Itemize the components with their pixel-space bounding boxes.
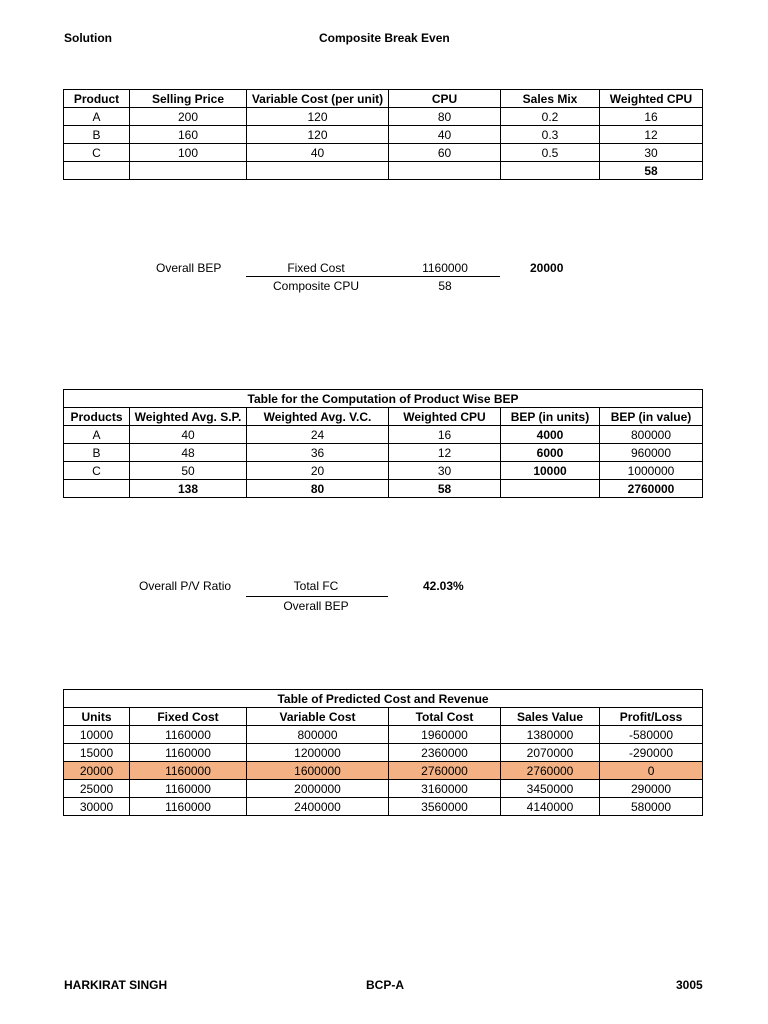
table-cell: 2070000 — [501, 744, 600, 762]
header-row — [64, 90, 703, 108]
table-cell: 2000000 — [247, 780, 389, 798]
table-row — [64, 126, 703, 144]
table-cell: 12 — [600, 126, 703, 144]
table-row — [64, 726, 703, 744]
table-row — [64, 426, 703, 444]
column-header: BEP (in units) — [501, 408, 600, 426]
column-header: Fixed Cost — [130, 708, 247, 726]
total-cell — [130, 162, 247, 180]
table-row — [64, 798, 703, 816]
table-cell: 290000 — [600, 780, 703, 798]
column-header: Profit/Loss — [600, 708, 703, 726]
table-cell: 20000 — [64, 762, 130, 780]
total-cell — [389, 162, 501, 180]
footer-name: HARKIRAT SINGH — [64, 978, 168, 992]
footer-roll: 3005 — [676, 978, 703, 992]
column-header: Sales Value — [501, 708, 600, 726]
table-cell: 1160000 — [130, 780, 247, 798]
table-row — [64, 144, 703, 162]
column-header: BEP (in value) — [600, 408, 703, 426]
header-row — [64, 708, 703, 726]
header-solution: Solution — [64, 31, 112, 45]
table-cell: 40 — [247, 144, 389, 162]
table-cell: 15000 — [64, 744, 130, 762]
table-cell: 0.3 — [501, 126, 600, 144]
column-header: Weighted Avg. V.C. — [247, 408, 389, 426]
total-row — [64, 162, 703, 180]
table-row — [64, 780, 703, 798]
table-cell: 100 — [130, 144, 247, 162]
column-header: Weighted CPU — [600, 90, 703, 108]
total-cell: 58 — [389, 480, 501, 498]
table-cell: 2360000 — [389, 744, 501, 762]
table-cell: 12 — [389, 444, 501, 462]
table-cell: 1200000 — [247, 744, 389, 762]
table-row — [64, 108, 703, 126]
table-cell: 1160000 — [130, 762, 247, 780]
overall-bep-label: Overall BEP — [156, 261, 222, 275]
table-cell: C — [64, 144, 130, 162]
table-cell: 50 — [130, 462, 247, 480]
header-title: Composite Break Even — [319, 31, 450, 45]
column-header: Selling Price — [130, 90, 247, 108]
table-cell: A — [64, 108, 130, 126]
table-cell: 30000 — [64, 798, 130, 816]
table-cell: 6000 — [501, 444, 600, 462]
table-cell: 0.5 — [501, 144, 600, 162]
table-cell: 25000 — [64, 780, 130, 798]
table-cell: 0.2 — [501, 108, 600, 126]
table-cell: 40 — [389, 126, 501, 144]
fixed-cost-label: Fixed Cost — [287, 261, 345, 275]
table-cell: 800000 — [600, 426, 703, 444]
column-header: Units — [64, 708, 130, 726]
table-cell: 30 — [600, 144, 703, 162]
total-cell: 58 — [600, 162, 703, 180]
table-cell: 20 — [247, 462, 389, 480]
table-cell: 4000 — [501, 426, 600, 444]
table-cell: 10000 — [501, 462, 600, 480]
table-cell: 1380000 — [501, 726, 600, 744]
table-cell: 16 — [600, 108, 703, 126]
total-cell: 138 — [130, 480, 247, 498]
title-row — [64, 390, 703, 408]
table-cell: 120 — [247, 126, 389, 144]
composite-cpu-value: 58 — [438, 279, 452, 293]
table-cell: 160 — [130, 126, 247, 144]
table-cell: 2760000 — [389, 762, 501, 780]
fixed-cost-value: 1160000 — [422, 261, 468, 275]
table-cell: 16 — [389, 426, 501, 444]
column-header: Variable Cost — [247, 708, 389, 726]
table-cell: 30 — [389, 462, 501, 480]
composite-cpu-table — [63, 89, 703, 180]
table-cell: 580000 — [600, 798, 703, 816]
overall-bep-result: 20000 — [530, 261, 564, 275]
table-cell: 2400000 — [247, 798, 389, 816]
composite-cpu-label: Composite CPU — [272, 279, 360, 293]
table-cell: 1160000 — [130, 798, 247, 816]
table-cell: C — [64, 462, 130, 480]
total-cell — [64, 162, 130, 180]
table-cell: 4140000 — [501, 798, 600, 816]
title-row — [64, 690, 703, 708]
table-cell: 1600000 — [247, 762, 389, 780]
table-cell: 36 — [247, 444, 389, 462]
table-cell: 3450000 — [501, 780, 600, 798]
product-wise-bep-table — [63, 389, 703, 498]
column-header: Sales Mix — [501, 90, 600, 108]
table-row — [64, 462, 703, 480]
column-header: Weighted Avg. S.P. — [130, 408, 247, 426]
table-row — [64, 444, 703, 462]
pv-ratio-result: 42.03% — [423, 579, 464, 593]
total-cell: 2760000 — [600, 480, 703, 498]
table-cell: 800000 — [247, 726, 389, 744]
total-row — [64, 480, 703, 498]
table-cell: 2760000 — [501, 762, 600, 780]
column-header: Variable Cost (per unit) — [247, 90, 389, 108]
break-even-row — [64, 762, 703, 780]
fraction-line — [246, 596, 388, 597]
total-cell: 80 — [247, 480, 389, 498]
table-cell: 60 — [389, 144, 501, 162]
table-cell: 80 — [389, 108, 501, 126]
table-cell: 200 — [130, 108, 247, 126]
table-cell: 10000 — [64, 726, 130, 744]
table-cell: B — [64, 444, 130, 462]
total-cell — [501, 480, 600, 498]
table-cell: 48 — [130, 444, 247, 462]
table-cell: 24 — [247, 426, 389, 444]
table-cell: 0 — [600, 762, 703, 780]
table-cell: -580000 — [600, 726, 703, 744]
total-cell — [247, 162, 389, 180]
total-fc-label: Total FC — [293, 579, 339, 593]
table-cell: 1160000 — [130, 726, 247, 744]
predicted-cost-revenue-table — [63, 689, 703, 816]
table-cell: 3560000 — [389, 798, 501, 816]
table-cell: 3160000 — [389, 780, 501, 798]
header-row — [64, 408, 703, 426]
column-header: Product — [64, 90, 130, 108]
pv-ratio-label: Overall P/V Ratio — [139, 579, 232, 593]
table-cell: 1160000 — [130, 744, 247, 762]
footer-class: BCP-A — [366, 978, 404, 992]
overall-bep-denominator-label: Overall BEP — [283, 599, 349, 613]
column-header: CPU — [389, 90, 501, 108]
table-cell: 40 — [130, 426, 247, 444]
column-header: Weighted CPU — [389, 408, 501, 426]
total-cell — [501, 162, 600, 180]
fraction-line — [246, 276, 500, 277]
column-header: Products — [64, 408, 130, 426]
table-title: Table of Predicted Cost and Revenue — [64, 690, 703, 708]
table-cell: 120 — [247, 108, 389, 126]
table-cell: B — [64, 126, 130, 144]
table-cell: 1960000 — [389, 726, 501, 744]
table-cell: 1000000 — [600, 462, 703, 480]
table-row — [64, 744, 703, 762]
table-cell: 960000 — [600, 444, 703, 462]
column-header: Total Cost — [389, 708, 501, 726]
table-title: Table for the Computation of Product Wise BEP — [64, 390, 703, 408]
table-cell: A — [64, 426, 130, 444]
table-cell: -290000 — [600, 744, 703, 762]
total-cell — [64, 480, 130, 498]
